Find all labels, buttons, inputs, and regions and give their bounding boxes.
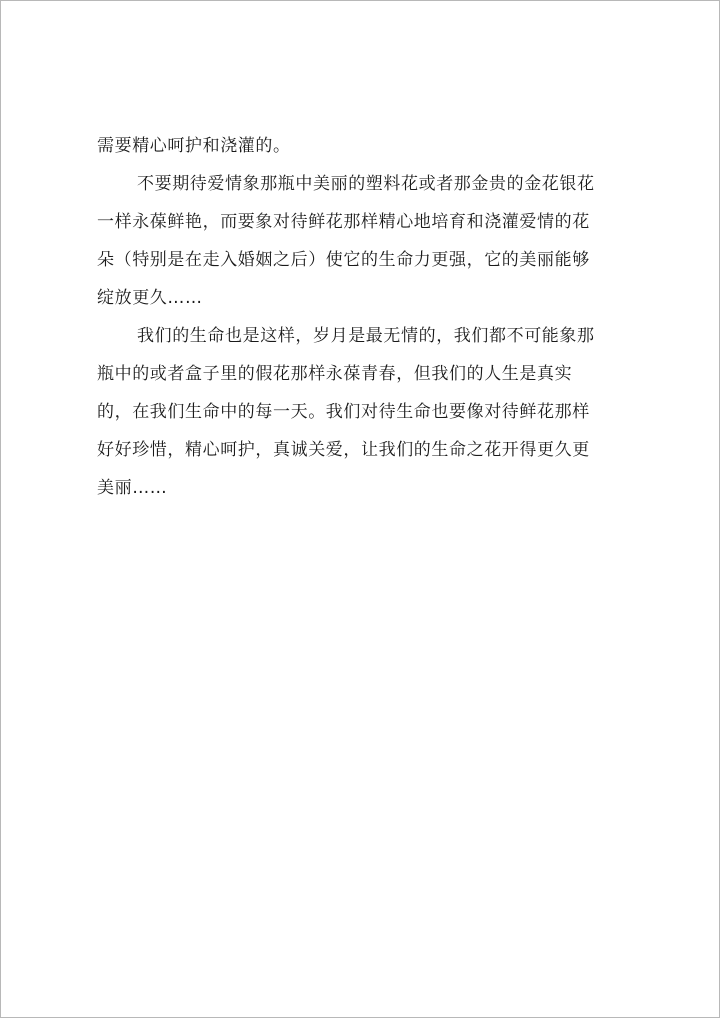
text-line: 朵（特别是在走入婚姻之后）使它的生命力更强，它的美丽能够 [97, 250, 590, 270]
paragraph-1 [97, 127, 641, 165]
paragraph-3 [97, 317, 641, 507]
text-line: 美丽…… [97, 478, 168, 498]
text-line: 一样永葆鲜艳，而要象对待鲜花那样精心地培育和浇灌爱情的花 [97, 212, 590, 232]
text-line: 瓶中的或者盒子里的假花那样永葆青春，但我们的人生是真实 [97, 364, 573, 384]
paragraph-2 [97, 165, 641, 317]
text-line: 不要期待爱情象那瓶中美丽的塑料花或者那金贵的金花银花 [137, 174, 595, 194]
text-line: 的，在我们生命中的每一天。我们对待生命也要像对待鲜花那样 [97, 402, 590, 422]
text-line: 绽放更久…… [97, 288, 203, 308]
text-line: 我们的生命也是这样，岁月是最无情的，我们都不可能象那 [137, 326, 595, 346]
text-line: 好好珍惜，精心呵护，真诚关爱，让我们的生命之花开得更久更 [97, 440, 590, 460]
document-body [97, 127, 641, 507]
text-line: 需要精心呵护和浇灌的。 [97, 136, 291, 156]
